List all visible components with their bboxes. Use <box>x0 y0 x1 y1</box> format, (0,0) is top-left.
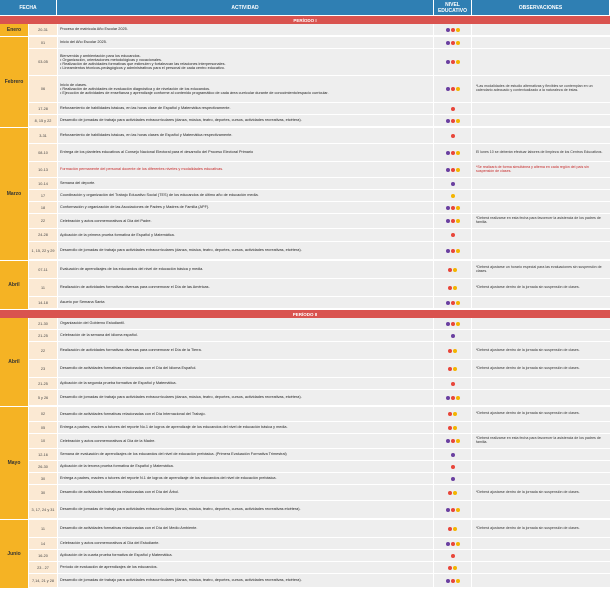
red-dot-icon <box>451 168 455 172</box>
month-group <box>0 318 610 407</box>
month-label: Febrero <box>0 37 29 127</box>
row-level <box>434 318 472 329</box>
row-level <box>434 214 472 228</box>
month-rows <box>29 37 610 127</box>
row-observation <box>472 24 610 35</box>
table-row <box>29 390 610 406</box>
row-activity: Celebración y actos conmemorativos al Día del Padre. <box>58 214 434 228</box>
table-row <box>29 562 610 574</box>
yellow-dot-icon <box>456 168 460 172</box>
row-observation: *Deberá realizarse en esta fecha para favorecer la asistencia de los padres de familia. <box>472 434 610 448</box>
row-date: 21-30 <box>29 318 58 329</box>
row-level <box>434 162 472 177</box>
purple-dot-icon <box>446 579 450 583</box>
row-level <box>434 378 472 389</box>
row-activity: Realización de actividades formativas diversas para conmemorar el Día de la Tierra. <box>58 342 434 359</box>
row-level <box>434 242 472 259</box>
row-activity: Desarrollo de actividades formativas relacionadas con el Día del Medio Ambiente. <box>58 520 434 537</box>
table-row <box>29 144 610 162</box>
table-row <box>29 76 610 103</box>
table-row <box>29 342 610 360</box>
row-date: 11 <box>29 520 58 537</box>
red-dot-icon <box>451 60 455 64</box>
purple-dot-icon <box>451 334 455 338</box>
yellow-dot-icon <box>456 301 460 305</box>
row-observation <box>472 378 610 389</box>
row-activity: Aplicación de la cuarta prueba formativa de Español y Matemática. <box>58 550 434 561</box>
row-observation <box>472 318 610 329</box>
row-level <box>434 390 472 405</box>
row-level <box>434 407 472 421</box>
month-label: Abril <box>0 318 29 406</box>
row-activity: Desarrollo de jornadas de trabajo para actividades extracurriculares (danza, música, teatro, deportes, cursos, actividades recreativas, etcétera). <box>58 115 434 126</box>
row-level <box>434 485 472 500</box>
yellow-dot-icon <box>456 28 460 32</box>
row-date: 10-14 <box>29 178 58 189</box>
purple-dot-icon <box>446 41 450 45</box>
table-row <box>29 229 610 242</box>
red-dot-icon <box>448 412 452 416</box>
yellow-dot-icon <box>453 412 457 416</box>
purple-dot-icon <box>446 508 450 512</box>
month-rows <box>29 520 610 588</box>
row-date: 05 <box>29 422 58 433</box>
row-observation <box>472 37 610 48</box>
purple-dot-icon <box>446 301 450 305</box>
month-group <box>0 24 610 37</box>
red-dot-icon <box>451 322 455 326</box>
row-date: 20-31 <box>29 24 58 35</box>
table-row <box>29 297 610 309</box>
row-date: 5 y 26 <box>29 390 58 405</box>
month-label: Enero <box>0 24 29 36</box>
purple-dot-icon <box>446 28 450 32</box>
row-activity: Proceso de matrícula Año Escolar 2025. <box>58 24 434 35</box>
row-observation: *Deberá ajustarse dentro de la jornada sin suspensión de clases. <box>472 407 610 421</box>
row-observation <box>472 128 610 143</box>
row-level <box>434 37 472 48</box>
purple-dot-icon <box>451 453 455 457</box>
month-rows <box>29 261 610 309</box>
table-row <box>29 190 610 202</box>
row-level <box>434 562 472 573</box>
row-observation <box>472 501 610 518</box>
red-dot-icon <box>448 527 452 531</box>
row-date: 14 <box>29 538 58 549</box>
row-observation <box>472 538 610 549</box>
table-row <box>29 37 610 49</box>
yellow-dot-icon <box>456 249 460 253</box>
period-banner: PERÍODO II <box>0 310 610 318</box>
red-dot-icon <box>451 134 455 138</box>
purple-dot-icon <box>446 219 450 223</box>
yellow-dot-icon <box>453 491 457 495</box>
table-row <box>29 318 610 330</box>
row-date: 03-05 <box>29 49 58 75</box>
red-dot-icon <box>451 554 455 558</box>
row-level <box>434 449 472 460</box>
table-row <box>29 178 610 190</box>
red-dot-icon <box>448 349 452 353</box>
row-observation <box>472 202 610 213</box>
row-date: 16-20 <box>29 550 58 561</box>
table-row <box>29 279 610 297</box>
yellow-dot-icon <box>451 194 455 198</box>
month-label: Mayo <box>0 407 29 519</box>
red-dot-icon <box>448 566 452 570</box>
row-observation <box>472 190 610 201</box>
purple-dot-icon <box>446 60 450 64</box>
row-observation <box>472 449 610 460</box>
row-date: 30 <box>29 473 58 484</box>
row-date: 10 <box>29 434 58 448</box>
row-date: 3-31 <box>29 128 58 143</box>
row-date: 21-25 <box>29 330 58 341</box>
table-row <box>29 378 610 390</box>
yellow-dot-icon <box>456 206 460 210</box>
row-activity: Organización del Gobierno Estudiantil. <box>58 318 434 329</box>
table-row <box>29 407 610 422</box>
row-level <box>434 229 472 241</box>
yellow-dot-icon <box>456 579 460 583</box>
yellow-dot-icon <box>456 119 460 123</box>
table-row <box>29 214 610 229</box>
row-level <box>434 128 472 143</box>
red-dot-icon <box>451 579 455 583</box>
row-level <box>434 360 472 377</box>
row-level <box>434 501 472 518</box>
row-activity: Desarrollo de actividades formativas relacionadas con el Día del Árbol. <box>58 485 434 500</box>
purple-dot-icon <box>446 87 450 91</box>
row-date: 8, 15 y 22 <box>29 115 58 126</box>
row-level <box>434 279 472 296</box>
month-group <box>0 407 610 520</box>
red-dot-icon <box>448 491 452 495</box>
yellow-dot-icon <box>453 566 457 570</box>
row-level <box>434 178 472 189</box>
row-level <box>434 330 472 341</box>
row-activity: Entrega de los planteles educativos al Consejo Nacional Electoral para el desarrollo del Proceso Electoral Primario <box>58 144 434 161</box>
red-dot-icon <box>451 206 455 210</box>
red-dot-icon <box>448 286 452 290</box>
row-observation <box>472 49 610 75</box>
row-activity: Desarrollo de jornadas de trabajo para actividades extracurriculares (danza, música, teatro, deportes, cursos, actividades recreativas, etcétera). <box>58 242 434 259</box>
row-activity: Conformación y organización de las Asociaciones de Padres y Madres de Familia (APF). <box>58 202 434 213</box>
row-activity: Celebración y actos conmemorativos al Día del Estudiante. <box>58 538 434 549</box>
row-activity: Semana del deporte. <box>58 178 434 189</box>
row-observation: *Las modalidades de estudio alternativas y flexibles se contemplan en un calendario adecuado y contextualizado a la naturaleza de éstas. <box>472 76 610 102</box>
row-observation: *Deberá ajustarse dentro de la jornada sin suspensión de clases. <box>472 485 610 500</box>
row-level <box>434 261 472 278</box>
row-date: 06 <box>29 76 58 102</box>
purple-dot-icon <box>446 151 450 155</box>
row-activity: Desarrollo de jornadas de trabajo para actividades extracurriculares (danza, música, teatro, deportes, cursos, actividades recreativas etcétera). <box>58 501 434 518</box>
month-group <box>0 37 610 128</box>
row-activity: Coordinación y organización del Trabajo Educativo Social (TES) de los educandos de último año de educación media. <box>58 190 434 201</box>
row-date: 23 - 27 <box>29 562 58 573</box>
row-observation <box>472 115 610 126</box>
month-rows <box>29 407 610 519</box>
red-dot-icon <box>451 87 455 91</box>
row-level <box>434 144 472 161</box>
month-label: Junio <box>0 520 29 588</box>
row-level <box>434 550 472 561</box>
row-observation <box>472 330 610 341</box>
row-date: 14-18 <box>29 297 58 308</box>
yellow-dot-icon <box>453 367 457 371</box>
red-dot-icon <box>448 268 452 272</box>
purple-dot-icon <box>446 119 450 123</box>
row-observation: *Deberá ajustarse dentro de la jornada sin suspensión de clases. <box>472 279 610 296</box>
table-header <box>0 0 610 16</box>
row-date: 02 <box>29 407 58 421</box>
row-activity: Inicio del Año Escolar 2025. <box>58 37 434 48</box>
row-activity: Bienvenida y ambientación para los educandos. • Organización, orientaciones metodológicas y vocacionales. • Realización de actividades formativas que estimulen y fortalezcan las relaciones interpersonales. • Lineamientos técnicos-pedagógicos y administrativos para el personal de cada centro educativo. <box>58 49 434 75</box>
header-observaciones: OBSERVACIONES <box>472 0 610 15</box>
yellow-dot-icon <box>453 268 457 272</box>
row-observation <box>472 461 610 472</box>
row-observation: *Deberá ajustarse dentro de la jornada sin suspensión de clases. <box>472 360 610 377</box>
table-row <box>29 49 610 76</box>
row-activity: Asueto por Semana Santa <box>58 297 434 308</box>
row-date: 7,14, 21 y 28 <box>29 574 58 587</box>
table-row <box>29 574 610 588</box>
header-fecha: FECHA <box>0 0 57 15</box>
row-level <box>434 190 472 201</box>
red-dot-icon <box>451 151 455 155</box>
row-observation <box>472 178 610 189</box>
table-row <box>29 162 610 178</box>
purple-dot-icon <box>446 322 450 326</box>
table-row <box>29 434 610 449</box>
yellow-dot-icon <box>456 542 460 546</box>
purple-dot-icon <box>446 396 450 400</box>
row-date: 23 <box>29 360 58 377</box>
row-level <box>434 574 472 587</box>
purple-dot-icon <box>446 206 450 210</box>
month-group <box>0 261 610 310</box>
row-observation <box>472 550 610 561</box>
red-dot-icon <box>448 367 452 371</box>
row-observation: *Se realizará de forma simultánea y alterna en cada región del país sin suspensión de clases. <box>472 162 610 177</box>
row-activity: Desarrollo de jornadas de trabajo para actividades extracurriculares (danza, música, teatro, deportes, cursos, actividades recreativas, etcétera). <box>58 390 434 405</box>
row-activity: Aplicación de la tercera prueba formativa de Español y Matemática. <box>58 461 434 472</box>
row-activity: Evaluación de aprendizajes de los educandos del nivel de educación básica y media. <box>58 261 434 278</box>
yellow-dot-icon <box>453 349 457 353</box>
purple-dot-icon <box>446 542 450 546</box>
row-level <box>434 49 472 75</box>
yellow-dot-icon <box>453 286 457 290</box>
row-observation <box>472 229 610 241</box>
month-rows <box>29 128 610 260</box>
row-level <box>434 520 472 537</box>
row-activity: Celebración de la semana del idioma español. <box>58 330 434 341</box>
row-date: 01 <box>29 37 58 48</box>
row-observation <box>472 562 610 573</box>
red-dot-icon <box>451 542 455 546</box>
row-activity: Celebración y actos conmemorativos al Día de la Madre. <box>58 434 434 448</box>
row-level <box>434 202 472 213</box>
red-dot-icon <box>451 465 455 469</box>
row-level <box>434 76 472 102</box>
row-activity: Realización de actividades formativas diversas para conmemorar el Día de las Américas. <box>58 279 434 296</box>
red-dot-icon <box>451 219 455 223</box>
row-observation <box>472 242 610 259</box>
table-row <box>29 538 610 550</box>
month-label: Marzo <box>0 128 29 260</box>
row-observation: *Deberá ajustarse dentro de la jornada sin suspensión de clases. <box>472 520 610 537</box>
row-date: 1, 15, 22 y 29 <box>29 242 58 259</box>
yellow-dot-icon <box>456 219 460 223</box>
row-observation <box>472 297 610 308</box>
table-row <box>29 202 610 214</box>
row-date: 11 <box>29 279 58 296</box>
row-observation: *Deberá ajustarse dentro de la jornada sin suspensión de clases. <box>472 342 610 359</box>
row-date: 10-13 <box>29 162 58 177</box>
table-row <box>29 449 610 461</box>
row-activity: Aplicación de la primera prueba formativa de Español y Matemática. <box>58 229 434 241</box>
yellow-dot-icon <box>456 322 460 326</box>
month-group <box>0 128 610 261</box>
row-level <box>434 24 472 35</box>
table-row <box>29 360 610 378</box>
month-group <box>0 520 610 589</box>
month-label: Abril <box>0 261 29 309</box>
row-level <box>434 103 472 114</box>
red-dot-icon <box>451 233 455 237</box>
table-row <box>29 550 610 562</box>
table-row <box>29 330 610 342</box>
table-row <box>29 422 610 434</box>
row-date: 08-10 <box>29 144 58 161</box>
row-observation <box>472 473 610 484</box>
red-dot-icon <box>451 41 455 45</box>
row-level <box>434 342 472 359</box>
yellow-dot-icon <box>456 396 460 400</box>
row-date: 30 <box>29 485 58 500</box>
row-activity: Desarrollo de actividades formativas relacionadas con el Día del Idioma Español. <box>58 360 434 377</box>
table-row <box>29 520 610 538</box>
red-dot-icon <box>451 249 455 253</box>
row-level <box>434 434 472 448</box>
row-activity: Aplicación de la segunda prueba formativa de Español y Matemática. <box>58 378 434 389</box>
yellow-dot-icon <box>456 60 460 64</box>
header-actividad: ACTIVIDAD <box>57 0 434 15</box>
row-activity: Entrega a padres, madres o tutores del reporte No.1 de logros de aprendizaje de los educandos del nivel de educación básica y media. <box>58 422 434 433</box>
row-level <box>434 115 472 126</box>
yellow-dot-icon <box>456 439 460 443</box>
row-activity: Reforzamiento de habilidades básicas, en las horas clases de Español y Matemática respectivamente. <box>58 128 434 143</box>
red-dot-icon <box>451 107 455 111</box>
period-banner: PERÍODO I <box>0 16 610 24</box>
row-activity: Semana de evaluación de aprendizajes de los educandos del nivel de educación prebásica. (Primera Evaluación Formativa Trimestral) <box>58 449 434 460</box>
row-observation: *Deberá realizarse en esta fecha para favorecer la asistencia de los padres de familia. <box>472 214 610 228</box>
table-row <box>29 103 610 115</box>
row-activity: Inicio de clases. • Realización de actividades de evaluación diagnóstica y de nivelación de los educandos. • Ejecución de actividades de enseñanza y aprendizaje conforme al contenido programático de cada área curricular durante de conocimiento/espacio curricular. <box>58 76 434 102</box>
row-date: 3, 17, 24 y 31 <box>29 501 58 518</box>
yellow-dot-icon <box>453 426 457 430</box>
table-row <box>29 485 610 501</box>
row-date: 24-28 <box>29 229 58 241</box>
yellow-dot-icon <box>456 87 460 91</box>
row-date: 22 <box>29 342 58 359</box>
red-dot-icon <box>448 426 452 430</box>
row-activity: Desarrollo de jornadas de trabajo para actividades extracurriculares (danza, música, teatro, deportes, cursos, actividades recreativas, etcétera). <box>58 574 434 587</box>
row-observation <box>472 422 610 433</box>
row-level <box>434 538 472 549</box>
purple-dot-icon <box>451 477 455 481</box>
row-observation <box>472 574 610 587</box>
row-date: 17 <box>29 190 58 201</box>
row-level <box>434 297 472 308</box>
purple-dot-icon <box>451 182 455 186</box>
red-dot-icon <box>451 396 455 400</box>
row-observation <box>472 103 610 114</box>
red-dot-icon <box>451 28 455 32</box>
table-row <box>29 128 610 144</box>
red-dot-icon <box>451 508 455 512</box>
table-row <box>29 242 610 260</box>
table-row <box>29 261 610 279</box>
row-date: 26-30 <box>29 461 58 472</box>
yellow-dot-icon <box>456 151 460 155</box>
calendar-table-body <box>0 16 610 589</box>
row-date: 12-16 <box>29 449 58 460</box>
table-row <box>29 473 610 485</box>
row-date: 21-25 <box>29 378 58 389</box>
row-observation: *Deberá ajustarse un horario especial para las evaluaciones sin suspensión de clases. <box>472 261 610 278</box>
purple-dot-icon <box>446 439 450 443</box>
row-level <box>434 461 472 472</box>
table-row <box>29 115 610 127</box>
red-dot-icon <box>451 382 455 386</box>
yellow-dot-icon <box>453 527 457 531</box>
row-date: 22 <box>29 214 58 228</box>
purple-dot-icon <box>446 168 450 172</box>
row-date: 07-11 <box>29 261 58 278</box>
row-observation: El lunes 10 se deberán efectuar labores de limpieza de los Centros Educativos. <box>472 144 610 161</box>
row-observation <box>472 390 610 405</box>
month-rows <box>29 318 610 406</box>
row-activity: Reforzamiento de habilidades básicas, en las horas clase de Español y Matemática respectivamente. <box>58 103 434 114</box>
row-activity: Formación permanente del personal docente de los diferentes niveles y modalidades educativas. <box>58 162 434 177</box>
row-activity: Desarrollo de actividades formativas relacionadas con el Día Internacional del Trabajo. <box>58 407 434 421</box>
month-rows <box>29 24 610 36</box>
row-level <box>434 473 472 484</box>
yellow-dot-icon <box>456 41 460 45</box>
row-level <box>434 422 472 433</box>
red-dot-icon <box>451 119 455 123</box>
row-activity: Período de evaluación de aprendizajes de los educandos. <box>58 562 434 573</box>
row-date: 17-28 <box>29 103 58 114</box>
purple-dot-icon <box>446 249 450 253</box>
red-dot-icon <box>451 439 455 443</box>
table-row <box>29 461 610 473</box>
table-row <box>29 24 610 36</box>
header-nivel: NIVEL EDUCATIVO <box>434 0 472 15</box>
row-activity: Entrega a padres, madres o tutores del reporte N.1 de logros de aprendizaje de los educandos del nivel de educación prebásica. <box>58 473 434 484</box>
yellow-dot-icon <box>456 508 460 512</box>
red-dot-icon <box>451 301 455 305</box>
table-row <box>29 501 610 519</box>
row-date: 18 <box>29 202 58 213</box>
